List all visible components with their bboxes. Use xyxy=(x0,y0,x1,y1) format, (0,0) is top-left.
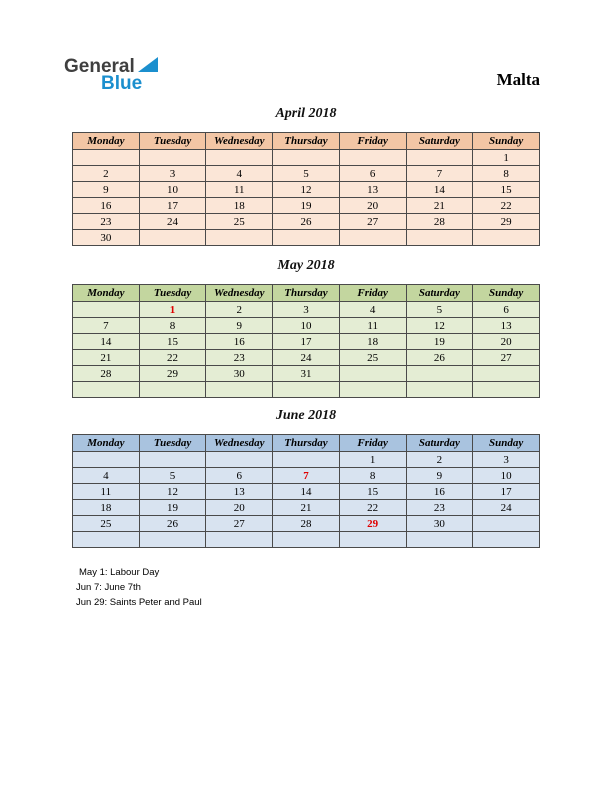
day-cell-june-2018-9: 9 xyxy=(406,468,473,484)
day-cell-june-2018-30: 30 xyxy=(406,516,473,532)
week-row xyxy=(73,484,540,500)
day-header-monday: Monday xyxy=(73,133,140,150)
day-cell-empty xyxy=(139,230,206,246)
calendar-title-may-2018: May 2018 xyxy=(277,258,335,273)
day-cell-empty xyxy=(273,150,340,166)
day-cell-may-2018-9: 9 xyxy=(206,318,273,334)
day-cell-may-2018-22: 22 xyxy=(139,350,206,366)
day-header-sunday: Sunday xyxy=(473,435,540,452)
week-row xyxy=(73,150,540,166)
day-cell-may-2018-28: 28 xyxy=(73,366,140,382)
day-header-tuesday: Tuesday xyxy=(139,285,206,302)
calendar-table-june-2018 xyxy=(72,434,540,548)
day-header-wednesday: Wednesday xyxy=(206,435,273,452)
day-cell-may-2018-30: 30 xyxy=(206,366,273,382)
day-header-friday: Friday xyxy=(339,435,406,452)
holiday-note-0: May 1: Labour Day xyxy=(79,567,160,578)
day-cell-may-2018-14: 14 xyxy=(73,334,140,350)
day-cell-june-2018-28: 28 xyxy=(273,516,340,532)
day-header-friday: Friday xyxy=(339,133,406,150)
day-cell-april-2018-4: 4 xyxy=(206,166,273,182)
week-row xyxy=(73,166,540,182)
day-cell-empty xyxy=(73,302,140,318)
week-row xyxy=(73,468,540,484)
day-header-sunday: Sunday xyxy=(473,285,540,302)
day-cell-empty xyxy=(139,532,206,548)
holiday-note-2: Jun 29: Saints Peter and Paul xyxy=(76,597,202,608)
week-row xyxy=(73,516,540,532)
day-cell-empty xyxy=(339,382,406,398)
day-cell-empty xyxy=(273,532,340,548)
day-cell-may-2018-5: 5 xyxy=(406,302,473,318)
day-cell-april-2018-14: 14 xyxy=(406,182,473,198)
country-title: Malta xyxy=(496,70,540,89)
day-cell-may-2018-3: 3 xyxy=(273,302,340,318)
week-row xyxy=(73,452,540,468)
day-cell-empty xyxy=(473,230,540,246)
day-cell-empty xyxy=(273,452,340,468)
day-cell-empty xyxy=(139,382,206,398)
day-cell-april-2018-28: 28 xyxy=(406,214,473,230)
day-cell-empty xyxy=(206,452,273,468)
week-row xyxy=(73,198,540,214)
day-cell-june-2018-21: 21 xyxy=(273,500,340,516)
day-cell-may-2018-11: 11 xyxy=(339,318,406,334)
week-row xyxy=(73,382,540,398)
day-cell-may-2018-2: 2 xyxy=(206,302,273,318)
day-header-tuesday: Tuesday xyxy=(139,133,206,150)
day-cell-empty xyxy=(273,230,340,246)
day-cell-empty xyxy=(473,516,540,532)
day-cell-april-2018-16: 16 xyxy=(73,198,140,214)
day-cell-june-2018-26: 26 xyxy=(139,516,206,532)
day-cell-april-2018-30: 30 xyxy=(73,230,140,246)
calendar-table-may-2018 xyxy=(72,284,540,398)
day-cell-empty xyxy=(473,366,540,382)
day-cell-empty xyxy=(339,230,406,246)
day-header-saturday: Saturday xyxy=(406,285,473,302)
day-cell-june-2018-18: 18 xyxy=(73,500,140,516)
day-cell-may-2018-24: 24 xyxy=(273,350,340,366)
day-cell-june-2018-5: 5 xyxy=(139,468,206,484)
day-cell-may-2018-16: 16 xyxy=(206,334,273,350)
day-cell-empty xyxy=(339,532,406,548)
day-cell-june-2018-29: 29 xyxy=(339,516,406,532)
day-cell-may-2018-31: 31 xyxy=(273,366,340,382)
day-cell-june-2018-4: 4 xyxy=(73,468,140,484)
day-cell-april-2018-23: 23 xyxy=(73,214,140,230)
day-header-thursday: Thursday xyxy=(273,285,340,302)
day-cell-april-2018-15: 15 xyxy=(473,182,540,198)
day-cell-may-2018-13: 13 xyxy=(473,318,540,334)
day-cell-empty xyxy=(406,382,473,398)
day-cell-june-2018-6: 6 xyxy=(206,468,273,484)
day-header-row xyxy=(73,133,540,150)
day-cell-june-2018-3: 3 xyxy=(473,452,540,468)
day-cell-empty xyxy=(473,532,540,548)
day-cell-may-2018-15: 15 xyxy=(139,334,206,350)
day-header-sunday: Sunday xyxy=(473,133,540,150)
day-cell-april-2018-7: 7 xyxy=(406,166,473,182)
day-header-saturday: Saturday xyxy=(406,435,473,452)
day-cell-april-2018-9: 9 xyxy=(73,182,140,198)
holiday-note-1: Jun 7: June 7th xyxy=(76,582,141,593)
day-cell-april-2018-5: 5 xyxy=(273,166,340,182)
day-header-thursday: Thursday xyxy=(273,435,340,452)
day-cell-empty xyxy=(406,366,473,382)
day-cell-empty xyxy=(73,150,140,166)
week-row xyxy=(73,532,540,548)
day-cell-empty xyxy=(273,382,340,398)
day-cell-may-2018-6: 6 xyxy=(473,302,540,318)
day-cell-empty xyxy=(139,452,206,468)
calendar-title-june-2018: June 2018 xyxy=(275,408,337,423)
day-cell-june-2018-11: 11 xyxy=(73,484,140,500)
day-cell-june-2018-15: 15 xyxy=(339,484,406,500)
day-cell-empty xyxy=(73,532,140,548)
week-row xyxy=(73,334,540,350)
day-header-thursday: Thursday xyxy=(273,133,340,150)
day-cell-june-2018-10: 10 xyxy=(473,468,540,484)
day-cell-april-2018-3: 3 xyxy=(139,166,206,182)
week-row xyxy=(73,182,540,198)
week-row xyxy=(73,214,540,230)
day-cell-may-2018-4: 4 xyxy=(339,302,406,318)
day-cell-april-2018-29: 29 xyxy=(473,214,540,230)
day-cell-empty xyxy=(473,382,540,398)
holiday-notes xyxy=(76,565,202,610)
day-cell-april-2018-12: 12 xyxy=(273,182,340,198)
day-cell-april-2018-19: 19 xyxy=(273,198,340,214)
week-row xyxy=(73,500,540,516)
day-cell-may-2018-7: 7 xyxy=(73,318,140,334)
week-row xyxy=(73,302,540,318)
logo-word-blue: Blue xyxy=(101,73,143,94)
day-cell-april-2018-18: 18 xyxy=(206,198,273,214)
day-cell-april-2018-1: 1 xyxy=(473,150,540,166)
day-cell-empty xyxy=(73,382,140,398)
day-header-wednesday: Wednesday xyxy=(206,285,273,302)
day-cell-empty xyxy=(406,230,473,246)
day-header-monday: Monday xyxy=(73,435,140,452)
day-cell-june-2018-17: 17 xyxy=(473,484,540,500)
day-cell-april-2018-24: 24 xyxy=(139,214,206,230)
day-cell-june-2018-13: 13 xyxy=(206,484,273,500)
day-cell-april-2018-8: 8 xyxy=(473,166,540,182)
day-cell-june-2018-1: 1 xyxy=(339,452,406,468)
day-header-row xyxy=(73,285,540,302)
day-cell-april-2018-11: 11 xyxy=(206,182,273,198)
week-row xyxy=(73,366,540,382)
day-cell-may-2018-20: 20 xyxy=(473,334,540,350)
day-header-tuesday: Tuesday xyxy=(139,435,206,452)
day-cell-may-2018-27: 27 xyxy=(473,350,540,366)
day-cell-april-2018-21: 21 xyxy=(406,198,473,214)
day-cell-april-2018-27: 27 xyxy=(339,214,406,230)
day-cell-april-2018-6: 6 xyxy=(339,166,406,182)
day-cell-april-2018-10: 10 xyxy=(139,182,206,198)
day-cell-april-2018-26: 26 xyxy=(273,214,340,230)
week-row xyxy=(73,350,540,366)
day-cell-may-2018-12: 12 xyxy=(406,318,473,334)
logo-word-general: General xyxy=(64,56,135,77)
day-cell-june-2018-12: 12 xyxy=(139,484,206,500)
day-cell-may-2018-1: 1 xyxy=(139,302,206,318)
day-cell-june-2018-19: 19 xyxy=(139,500,206,516)
day-header-row xyxy=(73,435,540,452)
day-cell-june-2018-14: 14 xyxy=(273,484,340,500)
day-cell-empty xyxy=(339,150,406,166)
calendar-april-2018 xyxy=(72,106,540,246)
day-cell-may-2018-19: 19 xyxy=(406,334,473,350)
week-row xyxy=(73,230,540,246)
day-cell-june-2018-22: 22 xyxy=(339,500,406,516)
calendar-may-2018 xyxy=(72,258,540,398)
day-cell-june-2018-7: 7 xyxy=(273,468,340,484)
general-blue-logo xyxy=(64,56,158,95)
day-cell-may-2018-25: 25 xyxy=(339,350,406,366)
day-cell-may-2018-17: 17 xyxy=(273,334,340,350)
day-header-monday: Monday xyxy=(73,285,140,302)
day-cell-june-2018-23: 23 xyxy=(406,500,473,516)
day-cell-empty xyxy=(406,150,473,166)
day-cell-april-2018-20: 20 xyxy=(339,198,406,214)
day-cell-may-2018-29: 29 xyxy=(139,366,206,382)
calendar-table-april-2018 xyxy=(72,132,540,246)
day-cell-april-2018-22: 22 xyxy=(473,198,540,214)
day-header-wednesday: Wednesday xyxy=(206,133,273,150)
day-cell-june-2018-25: 25 xyxy=(73,516,140,532)
day-cell-may-2018-21: 21 xyxy=(73,350,140,366)
day-cell-empty xyxy=(339,366,406,382)
day-cell-june-2018-2: 2 xyxy=(406,452,473,468)
day-cell-empty xyxy=(206,150,273,166)
day-cell-may-2018-8: 8 xyxy=(139,318,206,334)
day-cell-june-2018-16: 16 xyxy=(406,484,473,500)
day-cell-empty xyxy=(73,452,140,468)
day-cell-may-2018-10: 10 xyxy=(273,318,340,334)
day-cell-april-2018-13: 13 xyxy=(339,182,406,198)
day-cell-april-2018-25: 25 xyxy=(206,214,273,230)
day-cell-empty xyxy=(206,532,273,548)
day-cell-april-2018-17: 17 xyxy=(139,198,206,214)
day-cell-may-2018-23: 23 xyxy=(206,350,273,366)
day-cell-april-2018-2: 2 xyxy=(73,166,140,182)
day-cell-june-2018-27: 27 xyxy=(206,516,273,532)
day-cell-june-2018-8: 8 xyxy=(339,468,406,484)
calendar-june-2018 xyxy=(72,408,540,548)
day-cell-may-2018-18: 18 xyxy=(339,334,406,350)
day-header-saturday: Saturday xyxy=(406,133,473,150)
day-cell-empty xyxy=(406,532,473,548)
day-cell-empty xyxy=(206,230,273,246)
day-cell-may-2018-26: 26 xyxy=(406,350,473,366)
calendar-title-april-2018: April 2018 xyxy=(275,106,337,121)
day-cell-empty xyxy=(206,382,273,398)
day-cell-empty xyxy=(139,150,206,166)
day-cell-june-2018-20: 20 xyxy=(206,500,273,516)
day-cell-june-2018-24: 24 xyxy=(473,500,540,516)
day-header-friday: Friday xyxy=(339,285,406,302)
week-row xyxy=(73,318,540,334)
